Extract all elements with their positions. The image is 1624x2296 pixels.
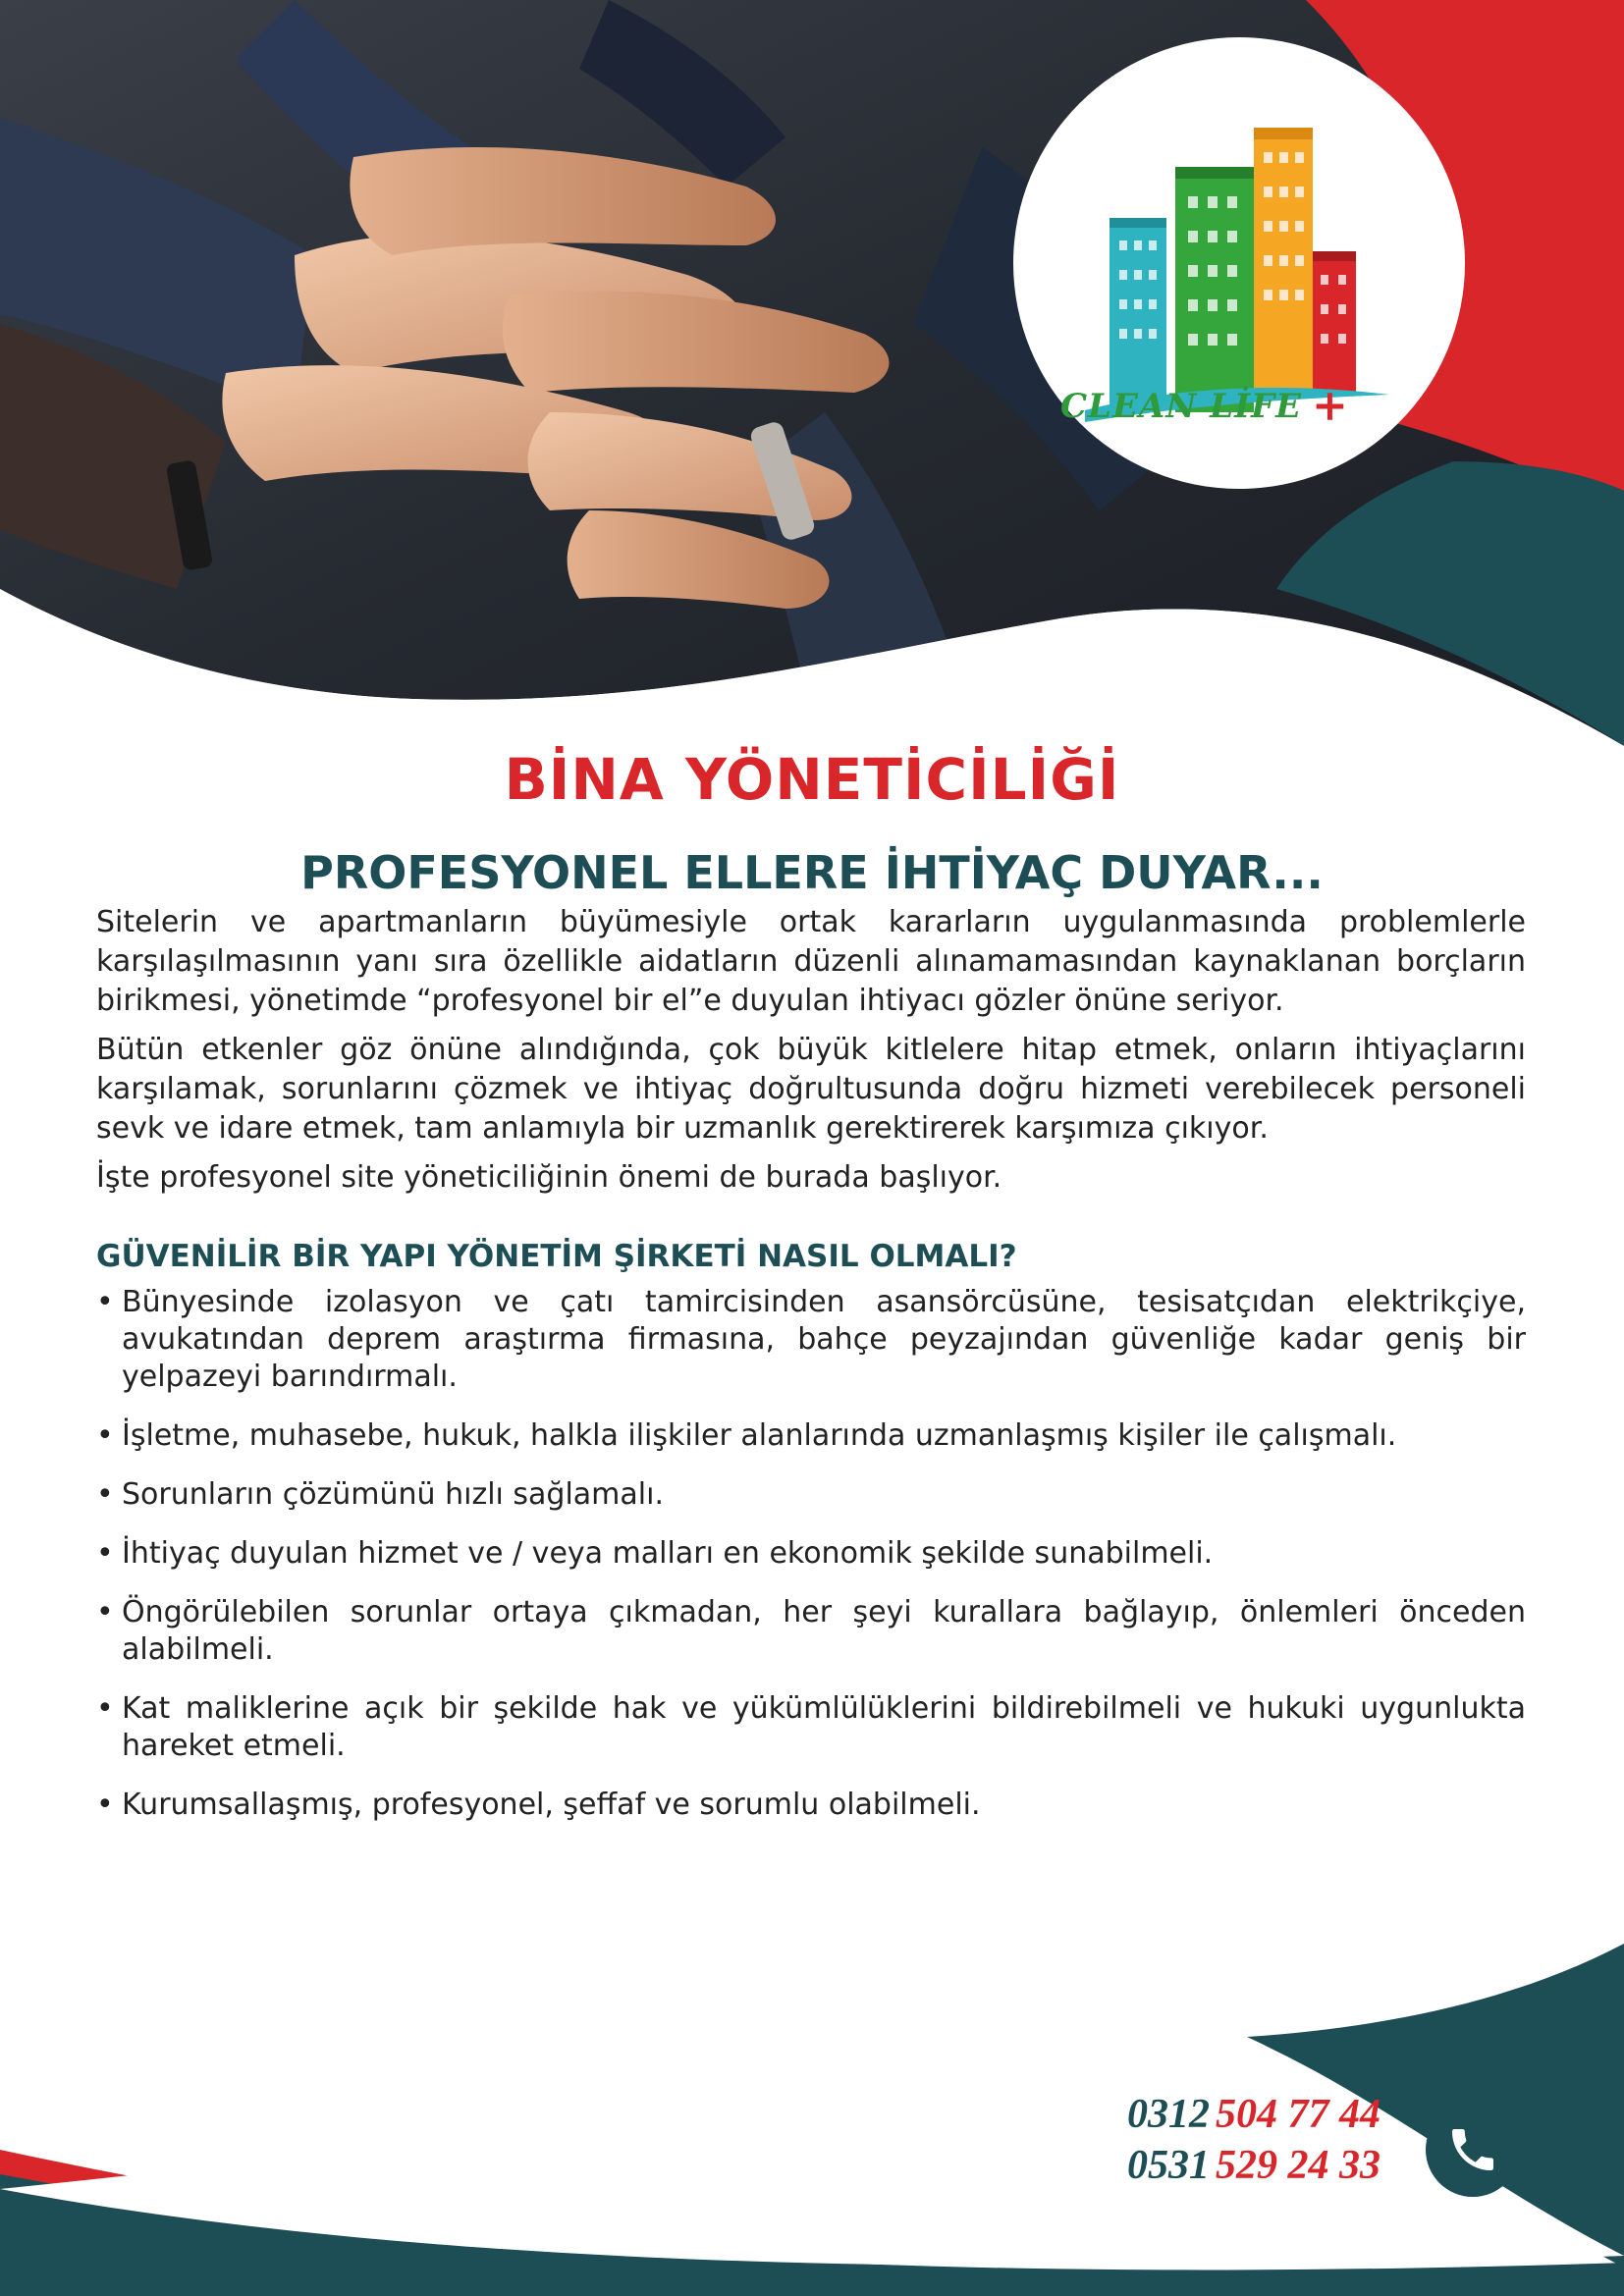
- phone-line-2[interactable]: [1127, 2140, 1451, 2191]
- criteria-list: [96, 1284, 1526, 1824]
- list-item: • Kat maliklerine açık bir şekilde hak ve yükümlülüklerini bildirebilmeli ve hukuki uygunlukta hareket etmeli.: [96, 1690, 1526, 1765]
- brand-name: CLEAN LİFE: [1060, 387, 1303, 426]
- list-item: • Öngörülebilen sorunlar ortaya çıkmadan, her şeyi kurallara bağlayıp, önlemleri önceden alabilmeli.: [96, 1594, 1526, 1669]
- page-subtitle: PROFESYONEL ELLERE İHTİYAÇ DUYAR...: [300, 846, 1324, 899]
- list-item: • Bünyesinde izolasyon ve çatı tamircisinden asansörcüsüne, tesisatçıdan elektrikçiye, avukatından deprem araştırma firmasına, bahçe peyzajından güvenliğe kadar geniş bir yelpazeyi barındırmalı.: [96, 1284, 1526, 1396]
- brand-wordmark: [1060, 378, 1404, 431]
- intro-paragraph-1: Sitelerin ve apartmanların büyümesiyle ortak kararların uygulanmasında problemlerle karşılaşılmasının yanı sıra özellikle aidatların düzenli alınamamasından kaynaklanan borçların birikmesi, yönetimde “profesyonel bir el”e duyulan ihtiyacı gözler önüne seriyor.: [96, 905, 1526, 1018]
- phone-number: 529 24 33: [1216, 2143, 1380, 2188]
- phone-icon: [1426, 2103, 1520, 2197]
- list-item: • İhtiyaç duyulan hizmet ve / veya malları en ekonomik şekilde sunabilmeli.: [96, 1535, 1526, 1573]
- main-content: [96, 903, 1526, 1845]
- brand-plus: +: [1312, 381, 1349, 431]
- list-item: • Kurumsallaşmış, profesyonel, şeffaf ve sorumlu olabilmeli.: [96, 1787, 1526, 1824]
- intro-paragraph-2: Bütün etkenler göz önüne alındığında, çok büyük kitlelere hitap etmek, onların ihtiyaçlarını karşılamak, sorunlarını çözmek ve ihtiyaç doğrultusunda doğru hizmeti verebilecek personeli sevk ve idare etmek, tam anlamıyla bir uzmanlık gerektirerek karşımıza çıkıyor.: [96, 1033, 1526, 1146]
- intro-paragraph-3: İşte profesyonel site yöneticiliğinin önemi de burada başlıyor.: [96, 1160, 1002, 1195]
- phone-line-1[interactable]: [1127, 2089, 1451, 2140]
- page-title: BİNA YÖNETİCİLİĞİ: [504, 746, 1120, 813]
- phone-handset-icon: [1445, 2122, 1500, 2177]
- phone-numbers: [1127, 2089, 1451, 2191]
- list-item: • İşletme, muhasebe, hukuk, halkla ilişkiler alanlarında uzmanlaşmış kişiler ile çalışmalı.: [96, 1417, 1526, 1455]
- phone-code: 0312: [1127, 2092, 1210, 2137]
- clean-life-logo: [1026, 39, 1438, 432]
- phone-number: 504 77 44: [1216, 2092, 1380, 2137]
- phone-code: 0531: [1127, 2143, 1210, 2188]
- list-item: • Sorunların çözümünü hızlı sağlamalı.: [96, 1476, 1526, 1514]
- section-heading: GÜVENİLİR BİR YAPI YÖNETİM ŞİRKETİ NASIL OLMALI?: [96, 1239, 1017, 1274]
